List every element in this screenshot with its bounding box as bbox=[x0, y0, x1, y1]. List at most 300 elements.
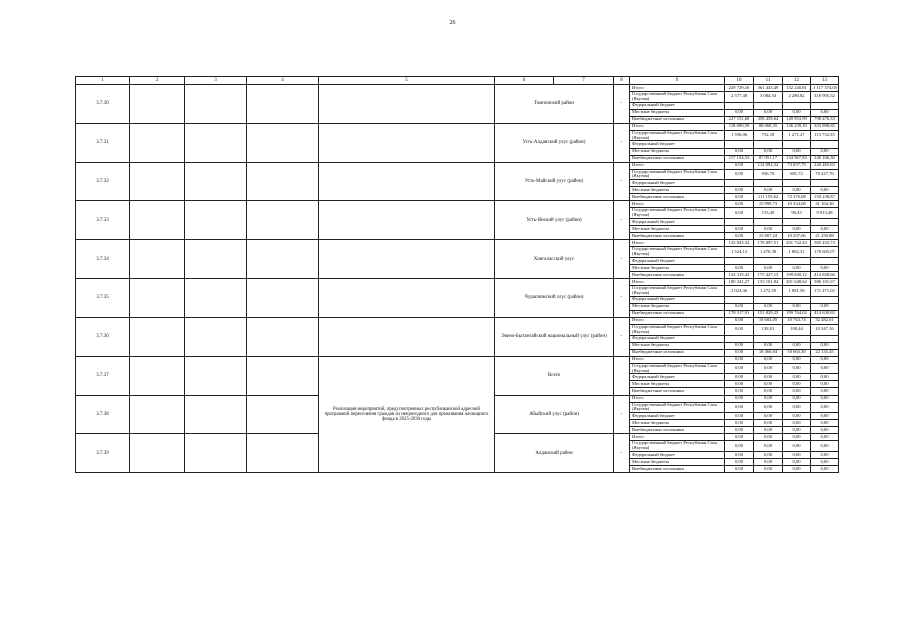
district-name: Эвено-Бытантайский национальный улус (район) bbox=[495, 317, 614, 356]
amount-value bbox=[811, 335, 839, 342]
amount-value: 0,00 bbox=[725, 194, 754, 201]
amount-value: 0,00 bbox=[754, 109, 783, 116]
amount-value: 0,00 bbox=[811, 363, 839, 374]
funding-source: Местные бюджеты bbox=[630, 420, 725, 427]
amount-value: 358 459,64 bbox=[754, 116, 783, 123]
amount-value: 0,00 bbox=[725, 208, 754, 219]
amount-value: 201 648,62 bbox=[783, 279, 811, 286]
amount-value: 0,00 bbox=[811, 226, 839, 233]
amount-value: 136 239,10 bbox=[783, 123, 811, 130]
amount-value: 0,00 bbox=[754, 395, 783, 402]
district-name: Усть-Майский улус (район) bbox=[495, 162, 614, 201]
item-code: 3.7.37 bbox=[76, 356, 130, 395]
dash-cell bbox=[614, 356, 630, 395]
column-number: 10 bbox=[725, 77, 754, 85]
amount-value: 0,00 bbox=[811, 466, 839, 473]
amount-value: 0,00 bbox=[725, 109, 754, 116]
empty-cell bbox=[185, 434, 247, 473]
amount-value: 0,00 bbox=[725, 162, 754, 169]
funding-source: Государственный бюджет Республики Саха (Якутия) bbox=[630, 324, 725, 335]
amount-value: 798 476,33 bbox=[811, 116, 839, 123]
amount-value: 117 134,53 bbox=[725, 155, 754, 162]
funding-source: Государственный бюджет Республики Саха (Якутия) bbox=[630, 441, 725, 452]
amount-value bbox=[725, 296, 754, 303]
table-row bbox=[76, 123, 839, 130]
item-code: 3.7.32 bbox=[76, 162, 130, 201]
empty-cell bbox=[185, 85, 247, 124]
funding-source: Итого bbox=[630, 240, 725, 247]
amount-value: 0,00 bbox=[811, 434, 839, 441]
amount-value: 585 433,73 bbox=[811, 240, 839, 247]
amount-value: 0,00 bbox=[754, 187, 783, 194]
measure-description: Реализация мероприятий, предусмотренных республиканской адресной программой переселения граждан из непригодного для проживания жилищного фонда в 2025-2030 годы bbox=[319, 356, 495, 472]
amount-value: 0,00 bbox=[725, 264, 754, 271]
amount-value: 100,44 bbox=[783, 324, 811, 335]
column-number: 3 bbox=[185, 77, 247, 85]
amount-value: 0,00 bbox=[754, 388, 783, 395]
funding-source: Государственный бюджет Республики Саха (Якутия) bbox=[630, 130, 725, 141]
amount-value: 0,00 bbox=[754, 226, 783, 233]
funding-source: Местные бюджеты bbox=[630, 303, 725, 310]
empty-cell bbox=[319, 279, 495, 318]
amount-value: 0,00 bbox=[725, 169, 754, 180]
column-number: 11 bbox=[754, 77, 783, 85]
table-row bbox=[76, 317, 839, 324]
amount-value bbox=[754, 102, 783, 109]
amount-value: 10 237,66 bbox=[783, 233, 811, 240]
funding-source: Итого bbox=[630, 317, 725, 324]
amount-value: 0,00 bbox=[754, 434, 783, 441]
amount-value: 199 840,12 bbox=[783, 272, 811, 279]
amount-value: 220 465,63 bbox=[811, 162, 839, 169]
amount-value bbox=[754, 219, 783, 226]
amount-value: 10 763,74 bbox=[783, 317, 811, 324]
amount-value: 10 347,16 bbox=[811, 324, 839, 335]
amount-value: 9 913,48 bbox=[811, 208, 839, 219]
amount-value: 0,00 bbox=[754, 303, 783, 310]
amount-value: 0,00 bbox=[725, 233, 754, 240]
amount-value: 0,00 bbox=[811, 427, 839, 434]
empty-cell bbox=[130, 317, 185, 356]
amount-value: 0,00 bbox=[725, 201, 754, 208]
amount-value: 0,00 bbox=[811, 148, 839, 155]
funding-source: Федеральный бюджет bbox=[630, 219, 725, 226]
amount-value: 0,00 bbox=[783, 363, 811, 374]
dash-cell: - bbox=[614, 279, 630, 318]
amount-value: 0,00 bbox=[811, 356, 839, 363]
amount-value: 0,00 bbox=[811, 451, 839, 458]
amount-value: 1 117 374,05 bbox=[811, 85, 839, 92]
amount-value bbox=[811, 180, 839, 187]
dash-cell: - bbox=[614, 201, 630, 240]
funding-source: Итого bbox=[630, 434, 725, 441]
empty-cell bbox=[247, 85, 319, 124]
funding-source: Внебюджетные источники bbox=[630, 194, 725, 201]
dash-cell: - bbox=[614, 162, 630, 201]
amount-value: 0,00 bbox=[725, 381, 754, 388]
funding-source: Местные бюджеты bbox=[630, 109, 725, 116]
amount-value: 0,00 bbox=[783, 226, 811, 233]
amount-value: 0,00 bbox=[783, 459, 811, 466]
amount-value: 2 280,82 bbox=[783, 92, 811, 103]
funding-source: Местные бюджеты bbox=[630, 187, 725, 194]
amount-value bbox=[783, 102, 811, 109]
empty-cell bbox=[185, 356, 247, 395]
amount-value: 752,18 bbox=[754, 130, 783, 141]
amount-value: 0,00 bbox=[725, 434, 754, 441]
empty-cell bbox=[185, 162, 247, 201]
amount-value bbox=[754, 180, 783, 187]
amount-value: 10 663,30 bbox=[783, 349, 811, 356]
amount-value: 353 898,65 bbox=[811, 123, 839, 130]
amount-value: 10 334,08 bbox=[783, 201, 811, 208]
amount-value: 0,00 bbox=[754, 427, 783, 434]
funding-source: Местные бюджеты bbox=[630, 148, 725, 155]
amount-value: 0,00 bbox=[783, 434, 811, 441]
funding-source: Итого bbox=[630, 123, 725, 130]
amount-value: 361 443,49 bbox=[754, 85, 783, 92]
empty-cell bbox=[185, 317, 247, 356]
funding-source: Государственный бюджет Республики Саха (Якутия) bbox=[630, 286, 725, 297]
amount-value: 0,00 bbox=[754, 441, 783, 452]
budget-table-container bbox=[75, 76, 838, 473]
amount-value: 0,00 bbox=[754, 413, 783, 420]
funding-source: Внебюджетные источники bbox=[630, 310, 725, 317]
amount-value: 21 250,88 bbox=[811, 233, 839, 240]
funding-source: Государственный бюджет Республики Саха (Якутия) bbox=[630, 92, 725, 103]
amount-value: 170 605,07 bbox=[811, 247, 839, 258]
amount-value: 151 829,25 bbox=[754, 310, 783, 317]
amount-value: 180 341,27 bbox=[725, 279, 754, 286]
empty-cell bbox=[185, 201, 247, 240]
amount-value: 0,00 bbox=[725, 148, 754, 155]
amount-value: 149 953,99 bbox=[783, 116, 811, 123]
amount-value bbox=[725, 257, 754, 264]
amount-value: 1 556,06 bbox=[725, 130, 754, 141]
funding-source: Местные бюджеты bbox=[630, 459, 725, 466]
amount-value: 227 151,68 bbox=[725, 116, 754, 123]
amount-value: 176 897,51 bbox=[754, 240, 783, 247]
amount-value: 0,00 bbox=[725, 395, 754, 402]
empty-cell bbox=[319, 123, 495, 162]
funding-source: Внебюджетные источники bbox=[630, 155, 725, 162]
amount-value: 0,00 bbox=[754, 342, 783, 349]
funding-source: Федеральный бюджет bbox=[630, 102, 725, 109]
amount-value: 0,00 bbox=[725, 427, 754, 434]
district-name: Чурапчинский улус (район) bbox=[495, 279, 614, 318]
amount-value: 3 084,34 bbox=[754, 92, 783, 103]
amount-value: 0,00 bbox=[783, 395, 811, 402]
funding-source: Итого bbox=[630, 395, 725, 402]
amount-value: 0,00 bbox=[754, 466, 783, 473]
amount-value: 22 135,45 bbox=[811, 349, 839, 356]
amount-value: 178 317,91 bbox=[725, 310, 754, 317]
amount-value: 118 690,59 bbox=[725, 123, 754, 130]
amount-value: 0,00 bbox=[725, 388, 754, 395]
amount-value: 414 828,66 bbox=[811, 272, 839, 279]
amount-value: 0,00 bbox=[783, 109, 811, 116]
amount-value: 0,00 bbox=[725, 374, 754, 381]
amount-value: 936,70 bbox=[754, 169, 783, 180]
amount-value bbox=[754, 335, 783, 342]
empty-cell bbox=[130, 162, 185, 201]
amount-value: 0,00 bbox=[754, 451, 783, 458]
dash-cell: - bbox=[614, 317, 630, 356]
amount-value bbox=[725, 102, 754, 109]
table-row bbox=[76, 279, 839, 286]
amount-value: 201 722,43 bbox=[783, 240, 811, 247]
amount-value bbox=[783, 296, 811, 303]
empty-cell bbox=[185, 123, 247, 162]
district-name: Усть-Янский улус (район) bbox=[495, 201, 614, 240]
amount-value: 0,00 bbox=[725, 349, 754, 356]
amount-value: 0,00 bbox=[783, 420, 811, 427]
amount-value: 171 471,02 bbox=[811, 286, 839, 297]
column-number: 7 bbox=[554, 77, 614, 85]
funding-source: Итого bbox=[630, 279, 725, 286]
amount-value: 0,00 bbox=[811, 187, 839, 194]
funding-source: Федеральный бюджет bbox=[630, 141, 725, 148]
funding-source: Местные бюджеты bbox=[630, 226, 725, 233]
amount-value: 0,00 bbox=[754, 374, 783, 381]
amount-value: 0,00 bbox=[725, 459, 754, 466]
amount-value: 0,00 bbox=[783, 466, 811, 473]
amount-value: 0,00 bbox=[811, 342, 839, 349]
empty-cell bbox=[130, 434, 185, 473]
dash-cell: - bbox=[614, 395, 630, 434]
amount-value: 18 466,04 bbox=[754, 349, 783, 356]
dash-cell: - bbox=[614, 434, 630, 473]
funding-source: Внебюджетные источники bbox=[630, 272, 725, 279]
amount-value bbox=[783, 335, 811, 342]
empty-cell bbox=[247, 240, 319, 279]
empty-cell bbox=[247, 317, 319, 356]
amount-value: 0,00 bbox=[754, 356, 783, 363]
column-number: 8 bbox=[614, 77, 630, 85]
funding-source: Итого bbox=[630, 85, 725, 92]
amount-value: 0,00 bbox=[783, 342, 811, 349]
amount-value: 175 427,13 bbox=[754, 272, 783, 279]
funding-source: Внебюджетные источники bbox=[630, 349, 725, 356]
amount-value: 0,00 bbox=[783, 374, 811, 381]
amount-value: 0,00 bbox=[725, 402, 754, 413]
column-number: 9 bbox=[630, 77, 725, 85]
amount-value bbox=[783, 180, 811, 187]
empty-cell bbox=[130, 240, 185, 279]
empty-cell bbox=[130, 356, 185, 395]
funding-source: Внебюджетные источники bbox=[630, 233, 725, 240]
empty-cell bbox=[185, 279, 247, 318]
empty-cell bbox=[247, 123, 319, 162]
funding-source: Внебюджетные источники bbox=[630, 388, 725, 395]
amount-value: 0,00 bbox=[725, 324, 754, 335]
amount-value bbox=[754, 296, 783, 303]
amount-value: 0,00 bbox=[783, 264, 811, 271]
funding-source: Федеральный бюджет bbox=[630, 257, 725, 264]
empty-cell bbox=[185, 240, 247, 279]
column-number: 12 bbox=[783, 77, 811, 85]
amount-value: 32 482,61 bbox=[811, 317, 839, 324]
funding-source: Федеральный бюджет bbox=[630, 413, 725, 420]
empty-cell bbox=[130, 201, 185, 240]
amount-value: 199 764,02 bbox=[783, 310, 811, 317]
amount-value: 0,00 bbox=[783, 427, 811, 434]
funding-source: Федеральный бюджет bbox=[630, 296, 725, 303]
amount-value: 1 882,31 bbox=[783, 247, 811, 258]
amount-value: 1 524,12 bbox=[725, 247, 754, 258]
funding-source: Федеральный бюджет bbox=[630, 374, 725, 381]
empty-cell bbox=[319, 162, 495, 201]
dash-cell: - bbox=[614, 123, 630, 162]
amount-value: 2 577,48 bbox=[725, 92, 754, 103]
amount-value: 681,72 bbox=[783, 169, 811, 180]
amount-value: 0,00 bbox=[754, 264, 783, 271]
funding-source: Итого bbox=[630, 356, 725, 363]
funding-source: Государственный бюджет Республики Саха (Якутия) bbox=[630, 169, 725, 180]
amount-value: 153,49 bbox=[754, 208, 783, 219]
item-code: 3.7.39 bbox=[76, 434, 130, 473]
amount-value: 134 319,42 bbox=[725, 272, 754, 279]
amount-value: 96,43 bbox=[783, 208, 811, 219]
amount-value: 150 238,87 bbox=[811, 194, 839, 201]
amount-value: 0,00 bbox=[725, 226, 754, 233]
empty-cell bbox=[319, 317, 495, 356]
amount-value: 318 905,52 bbox=[811, 92, 839, 103]
amount-value bbox=[783, 219, 811, 226]
funding-source: Местные бюджеты bbox=[630, 264, 725, 271]
column-number: 4 bbox=[247, 77, 319, 85]
amount-value: 0,00 bbox=[725, 466, 754, 473]
amount-value: 113 732,35 bbox=[811, 130, 839, 141]
amount-value: 18 604,05 bbox=[754, 317, 783, 324]
table-row bbox=[76, 162, 839, 169]
amount-value bbox=[811, 296, 839, 303]
amount-value: 0,00 bbox=[783, 413, 811, 420]
empty-cell bbox=[319, 201, 495, 240]
funding-source: Государственный бюджет Республики Саха (Якутия) bbox=[630, 363, 725, 374]
amount-value: 0,00 bbox=[811, 441, 839, 452]
amount-value: 70 227,76 bbox=[811, 169, 839, 180]
amount-value: 1 272,59 bbox=[754, 286, 783, 297]
empty-cell bbox=[247, 395, 319, 434]
amount-value: 0,00 bbox=[783, 381, 811, 388]
funding-source: Федеральный бюджет bbox=[630, 180, 725, 187]
funding-source: Государственный бюджет Республики Саха (Якутия) bbox=[630, 402, 725, 413]
amount-value: 0,00 bbox=[783, 388, 811, 395]
empty-cell bbox=[185, 395, 247, 434]
amount-value: 0,00 bbox=[783, 303, 811, 310]
amount-value: 0,00 bbox=[725, 413, 754, 420]
funding-source: Итого bbox=[630, 162, 725, 169]
amount-value bbox=[783, 141, 811, 148]
amount-value bbox=[754, 141, 783, 148]
funding-source: Федеральный бюджет bbox=[630, 451, 725, 458]
dash-cell: - bbox=[614, 240, 630, 279]
empty-cell bbox=[130, 395, 185, 434]
amount-value: 0,00 bbox=[783, 148, 811, 155]
amount-value: 0,00 bbox=[754, 420, 783, 427]
amount-value: 586 101,67 bbox=[811, 279, 839, 286]
amount-value: 0,00 bbox=[725, 317, 754, 324]
amount-value: 134 967,83 bbox=[783, 155, 811, 162]
amount-value: 0,00 bbox=[725, 420, 754, 427]
amount-value: 1 470,38 bbox=[754, 247, 783, 258]
empty-cell bbox=[247, 356, 319, 395]
empty-cell bbox=[247, 279, 319, 318]
empty-cell bbox=[319, 240, 495, 279]
amount-value: 0,00 bbox=[811, 402, 839, 413]
amount-value: 0,00 bbox=[725, 342, 754, 349]
amount-value bbox=[811, 257, 839, 264]
amount-value: 0,00 bbox=[754, 459, 783, 466]
district-name: Хангаласский улус bbox=[495, 240, 614, 279]
funding-source: Внебюджетные источники bbox=[630, 466, 725, 473]
empty-cell bbox=[247, 201, 319, 240]
amount-value: 72 376,08 bbox=[783, 194, 811, 201]
amount-value: 88 068,35 bbox=[754, 123, 783, 130]
column-number: 5 bbox=[319, 77, 495, 85]
amount-value: 1 271,27 bbox=[783, 130, 811, 141]
column-number-row bbox=[76, 77, 839, 85]
amount-value: 0,00 bbox=[783, 402, 811, 413]
amount-value: 111 155,62 bbox=[754, 194, 783, 201]
funding-source: Местные бюджеты bbox=[630, 381, 725, 388]
column-number: 6 bbox=[495, 77, 554, 85]
item-code: 3.7.36 bbox=[76, 317, 130, 356]
amount-value: 1 881,59 bbox=[783, 286, 811, 297]
amount-value: 0,00 bbox=[783, 441, 811, 452]
amount-value bbox=[725, 335, 754, 342]
amount-value: 0,00 bbox=[811, 264, 839, 271]
amount-value: 138,01 bbox=[754, 324, 783, 335]
amount-value: 0,00 bbox=[783, 451, 811, 458]
amount-value: 73 057,79 bbox=[783, 162, 811, 169]
funding-source: Государственный бюджет Республики Саха (Якутия) bbox=[630, 247, 725, 258]
amount-value: 15 807,24 bbox=[754, 233, 783, 240]
amount-value bbox=[783, 257, 811, 264]
amount-value bbox=[811, 141, 839, 148]
empty-cell bbox=[247, 162, 319, 201]
amount-value: 135 843,54 bbox=[725, 240, 754, 247]
amount-value: 240 166,30 bbox=[811, 155, 839, 162]
amount-value bbox=[754, 257, 783, 264]
empty-cell bbox=[319, 85, 495, 124]
funding-source: Федеральный бюджет bbox=[630, 335, 725, 342]
amount-value: 0,00 bbox=[811, 303, 839, 310]
amount-value: 414 630,65 bbox=[811, 310, 839, 317]
district-name: Алданский район bbox=[495, 434, 614, 473]
amount-value: 112 092,32 bbox=[754, 162, 783, 169]
item-code: 3.7.31 bbox=[76, 123, 130, 162]
amount-value bbox=[811, 102, 839, 109]
district-name: Усть-Алданский улус (район) bbox=[495, 123, 614, 162]
amount-value: 31 164,36 bbox=[811, 201, 839, 208]
funding-source: Государственный бюджет Республики Саха (Якутия) bbox=[630, 208, 725, 219]
amount-value: 152 240,81 bbox=[783, 85, 811, 92]
amount-value: 0,00 bbox=[811, 459, 839, 466]
district-name: Всего bbox=[495, 356, 614, 395]
amount-value: 0,00 bbox=[754, 381, 783, 388]
amount-value bbox=[725, 219, 754, 226]
amount-value: 0,00 bbox=[811, 395, 839, 402]
empty-cell bbox=[247, 434, 319, 473]
amount-value: 0,00 bbox=[783, 356, 811, 363]
amount-value bbox=[725, 180, 754, 187]
page-number: 26 bbox=[449, 20, 456, 26]
amount-value: 0,00 bbox=[811, 381, 839, 388]
column-number: 13 bbox=[811, 77, 839, 85]
table-row bbox=[76, 201, 839, 208]
